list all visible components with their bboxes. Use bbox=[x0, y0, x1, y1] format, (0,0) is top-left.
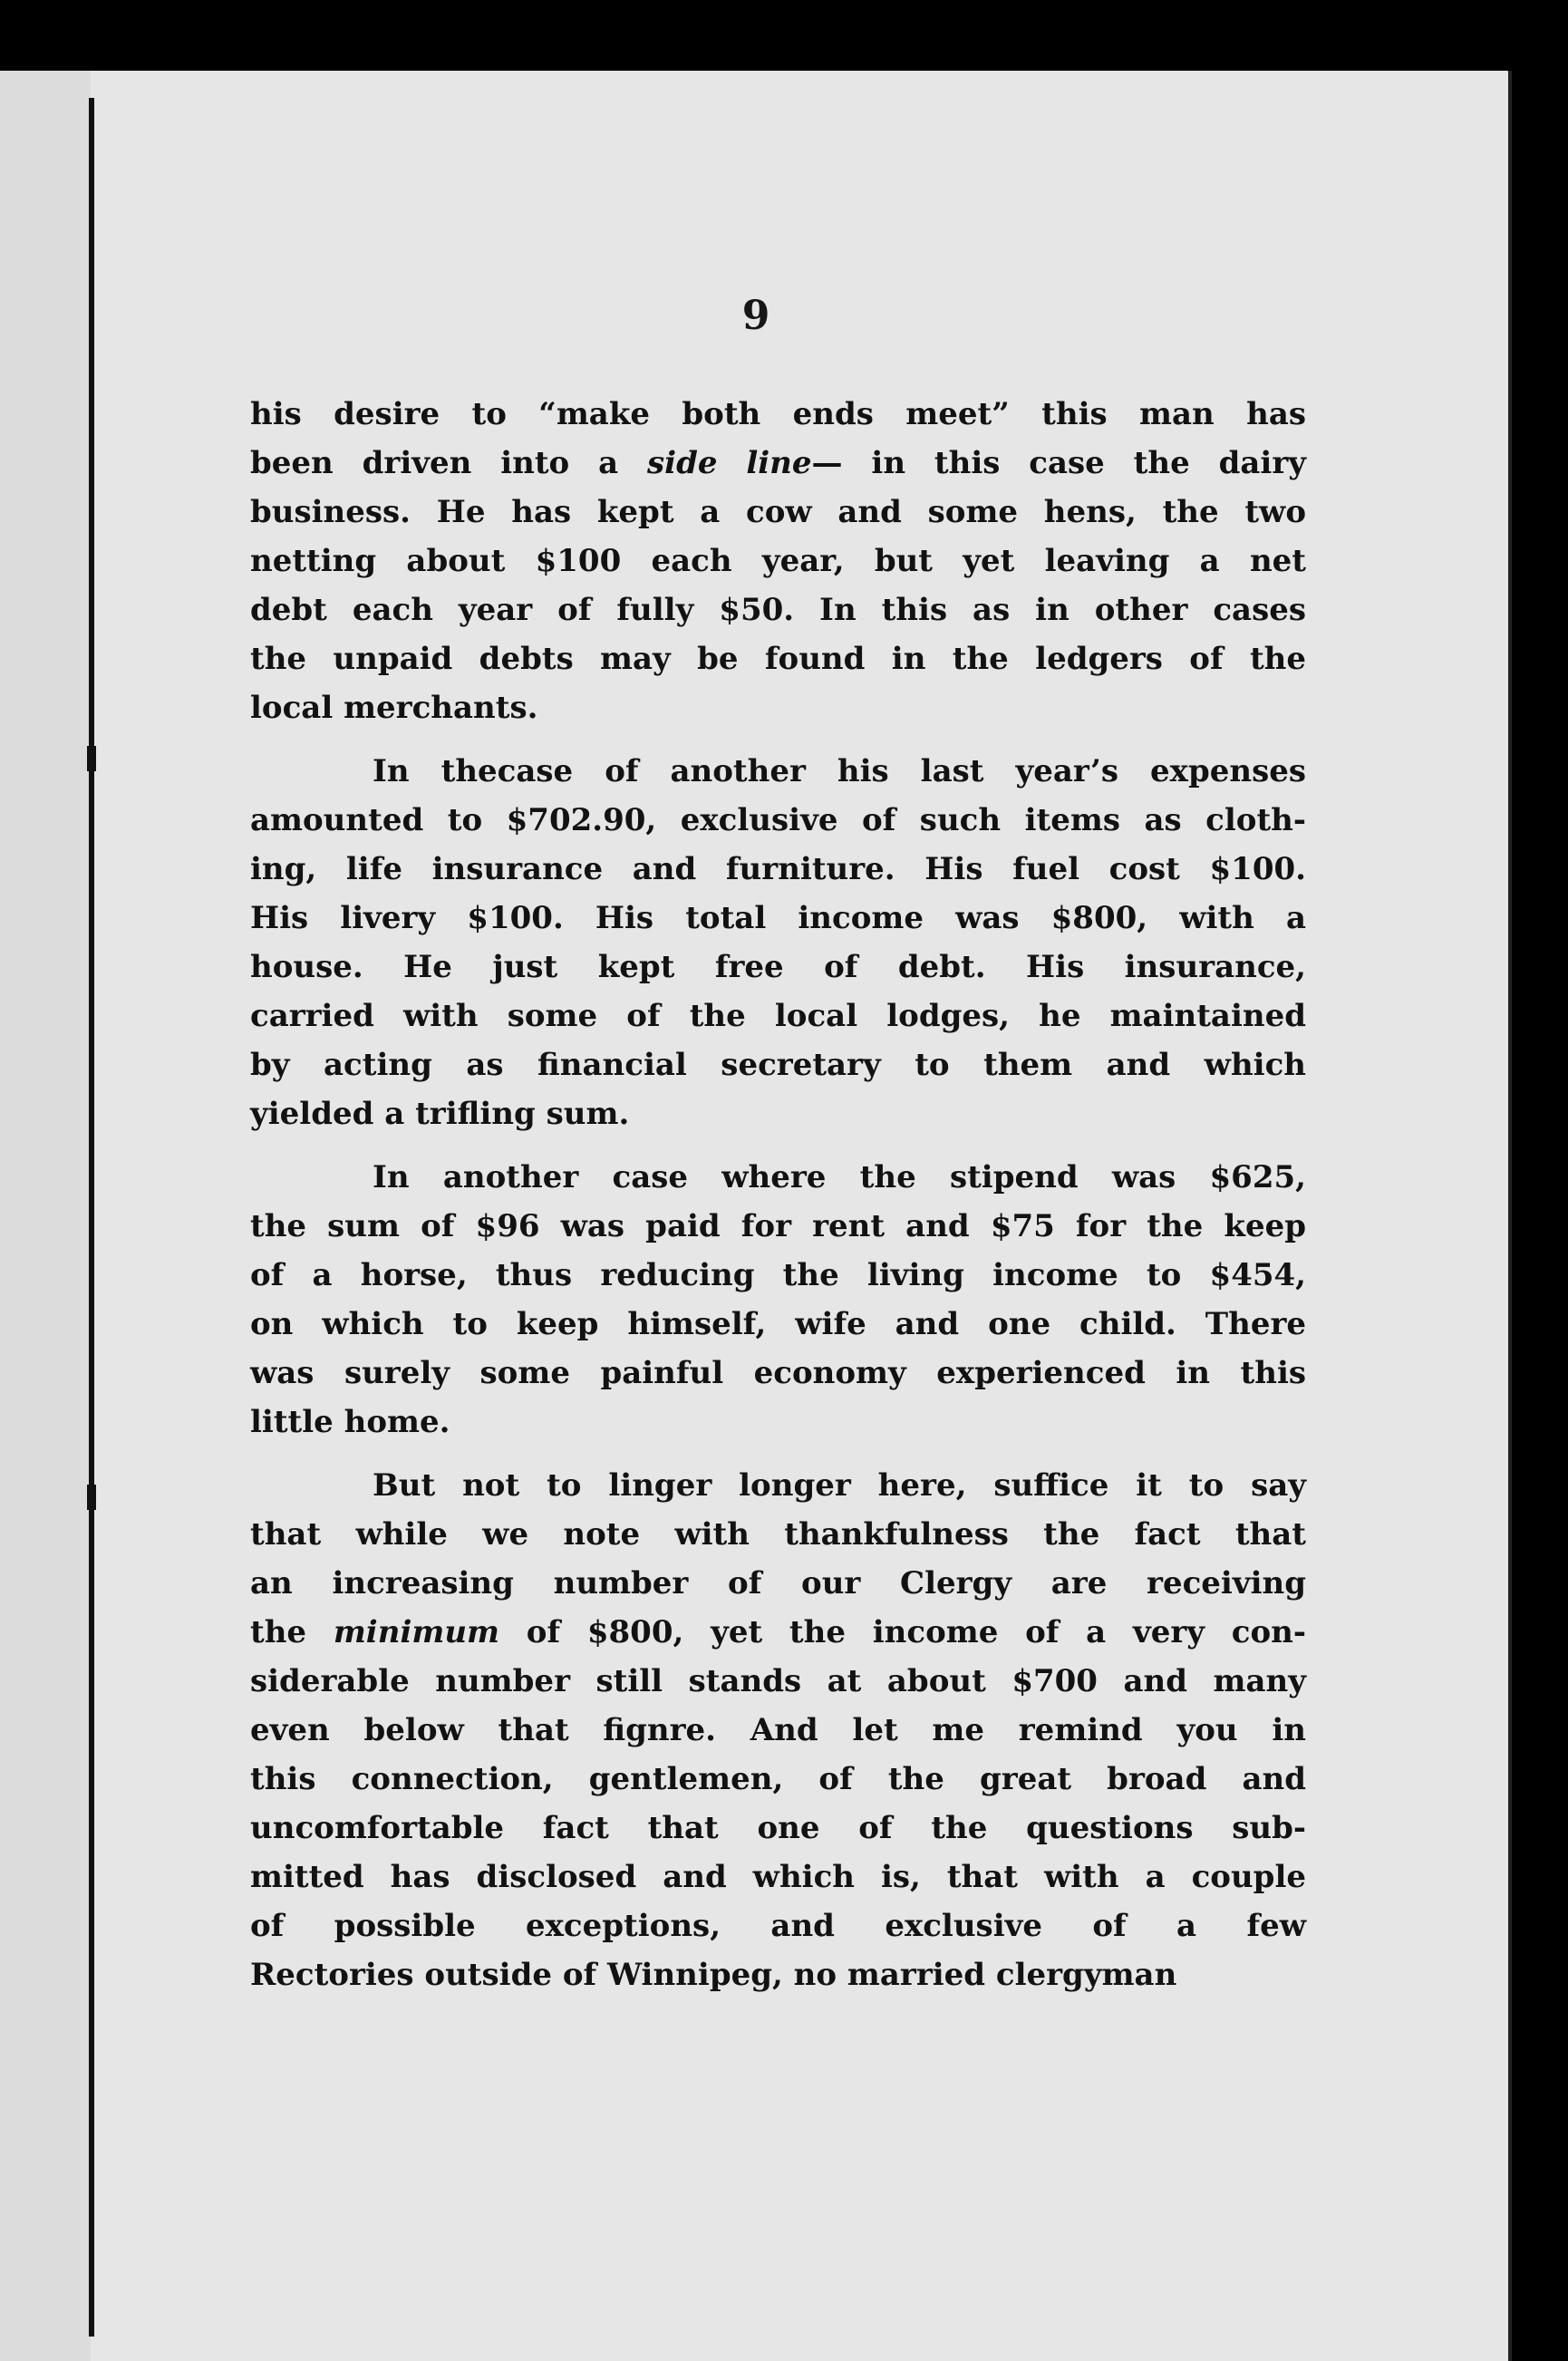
text-segment: was surely some painful economy experienced in this bbox=[250, 1355, 1306, 1391]
text-line bbox=[250, 1608, 1306, 1657]
text-segment: that while we note with thankfulness the fact that bbox=[250, 1516, 1306, 1553]
text-line bbox=[250, 1510, 1306, 1559]
text-line bbox=[250, 1755, 1306, 1804]
text-segment: But not to linger longer here, suffice it to say bbox=[373, 1467, 1306, 1504]
text-segment: yielded a trifling sum. bbox=[250, 1096, 630, 1132]
text-line bbox=[250, 439, 1306, 488]
text-line bbox=[250, 1853, 1306, 1901]
text-line bbox=[250, 1349, 1306, 1398]
text-segment: Rectories outside of Winnipeg, no married clergyman bbox=[250, 1957, 1177, 1993]
text-line bbox=[250, 1950, 1306, 1999]
text-line bbox=[250, 1804, 1306, 1853]
text-segment: his desire to “make both ends meet” this man has bbox=[250, 396, 1306, 432]
text-segment: little home. bbox=[250, 1404, 450, 1440]
paragraph bbox=[250, 390, 1306, 732]
text-line bbox=[250, 634, 1306, 683]
text-line bbox=[250, 537, 1306, 585]
text-line bbox=[250, 747, 1306, 796]
paragraph-gap bbox=[250, 1138, 1306, 1153]
italic-text: minimum bbox=[333, 1614, 500, 1650]
text-segment: the unpaid debts may be found in the ledgers of the bbox=[250, 641, 1306, 677]
body-text bbox=[250, 390, 1306, 1999]
scanned-page bbox=[0, 71, 1512, 2361]
text-segment: His livery $100. His total income was $800, with a bbox=[250, 900, 1306, 936]
text-segment: on which to keep himself, wife and one child. There bbox=[250, 1306, 1306, 1342]
text-segment: siderable number still stands at about $700 and many bbox=[250, 1663, 1306, 1699]
binding-mark bbox=[87, 1485, 96, 1510]
text-segment: house. He just kept free of debt. His insurance, bbox=[250, 949, 1306, 985]
binding-edge bbox=[0, 71, 91, 2361]
text-segment: local merchants. bbox=[250, 690, 538, 726]
text-line bbox=[250, 894, 1306, 943]
text-line bbox=[250, 1202, 1306, 1251]
paragraph bbox=[250, 747, 1306, 1138]
text-line bbox=[250, 1089, 1306, 1138]
text-line bbox=[250, 1153, 1306, 1202]
text-line bbox=[250, 1901, 1306, 1950]
text-line bbox=[250, 1657, 1306, 1706]
text-line bbox=[250, 796, 1306, 845]
text-line bbox=[250, 488, 1306, 537]
text-line bbox=[250, 1040, 1306, 1089]
text-segment: an increasing number of our Clergy are receiving bbox=[250, 1565, 1306, 1601]
text-segment: the sum of $96 was paid for rent and $75 for the keep bbox=[250, 1208, 1306, 1244]
text-line bbox=[250, 1251, 1306, 1300]
paragraph-gap bbox=[250, 732, 1306, 747]
text-segment: In thecase of another his last year’s expenses bbox=[373, 753, 1306, 789]
text-line bbox=[250, 1706, 1306, 1755]
text-segment: amounted to $702.90, exclusive of such items as cloth- bbox=[250, 802, 1306, 838]
text-segment: the bbox=[250, 1614, 334, 1650]
text-segment: by acting as financial secretary to them and which bbox=[250, 1047, 1306, 1083]
text-line bbox=[250, 1559, 1306, 1608]
text-segment: netting about $100 each year, but yet leaving a net bbox=[250, 543, 1306, 579]
text-segment: of possible exceptions, and exclusive of a few bbox=[250, 1908, 1306, 1944]
text-line bbox=[250, 683, 1306, 732]
paragraph-gap bbox=[250, 1447, 1306, 1461]
text-line bbox=[250, 1461, 1306, 1510]
paragraph bbox=[250, 1461, 1306, 1999]
text-segment: carried with some of the local lodges, he maintained bbox=[250, 998, 1306, 1034]
binding-line bbox=[89, 98, 94, 2337]
text-segment: even below that fignre. And let me remind you in bbox=[250, 1712, 1306, 1748]
text-line bbox=[250, 1398, 1306, 1447]
text-segment: been driven into a bbox=[250, 445, 648, 481]
binding-mark bbox=[87, 746, 96, 771]
page-number: 9 bbox=[741, 293, 770, 339]
text-segment: of a horse, thus reducing the living income to $454, bbox=[250, 1257, 1306, 1293]
text-segment: In another case where the stipend was $625, bbox=[373, 1159, 1306, 1195]
text-segment: — in this case the dairy bbox=[811, 445, 1306, 481]
text-segment: of $800, yet the income of a very con- bbox=[499, 1614, 1306, 1650]
text-segment: uncomfortable fact that one of the questions sub- bbox=[250, 1810, 1306, 1846]
paragraph bbox=[250, 1153, 1306, 1447]
text-line bbox=[250, 992, 1306, 1040]
text-segment: business. He has kept a cow and some hens, the two bbox=[250, 494, 1306, 530]
text-segment: mitted has disclosed and which is, that with a couple bbox=[250, 1859, 1306, 1895]
text-line bbox=[250, 1300, 1306, 1349]
italic-text: side line bbox=[647, 445, 812, 481]
text-segment: debt each year of fully $50. In this as in other cases bbox=[250, 592, 1306, 628]
text-line bbox=[250, 585, 1306, 634]
text-segment: ing, life insurance and furniture. His fuel cost $100. bbox=[250, 851, 1306, 887]
text-line bbox=[250, 390, 1306, 439]
text-segment: this connection, gentlemen, of the great broad and bbox=[250, 1761, 1306, 1797]
text-line bbox=[250, 943, 1306, 992]
page-edge bbox=[1508, 71, 1512, 2361]
text-line bbox=[250, 845, 1306, 894]
